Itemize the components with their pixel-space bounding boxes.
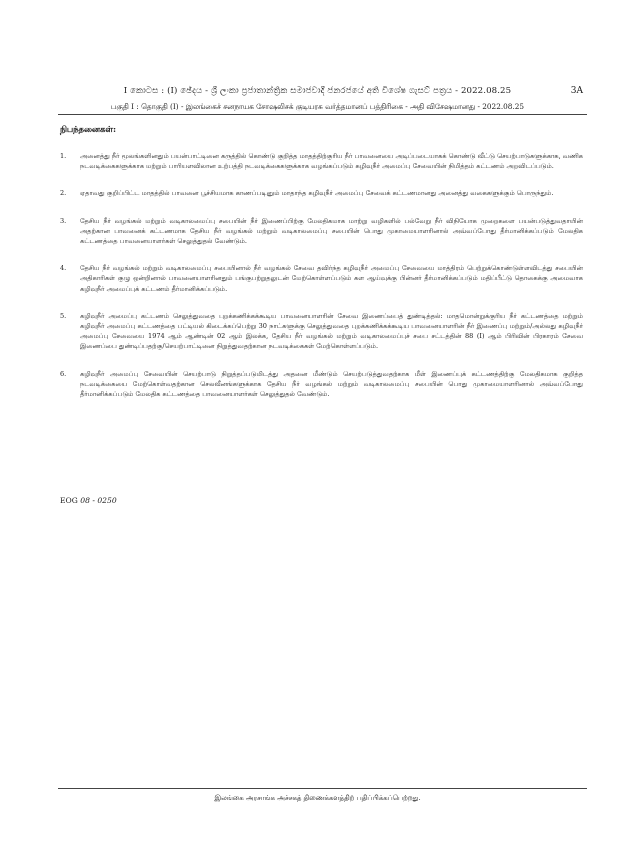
conditions-heading: நிபந்தனைகள்: [60,124,117,134]
condition-item [60,263,583,294]
condition-item [60,216,583,247]
condition-number: 1. [60,152,67,160]
condition-text: கழிவுநீர் அமைப்பு கட்டணம் செலுத்துவதை புறக்கணிக்கக்கூடிய பாவனையாளரின் சேவை இணைப்பைத் துண்டித்தல்: மாதமொன்றுக்குரிய நீர் கட்டணத்தை மற்றும் கழிவுநீர் அமைப்பு கட்டணத்தை பட்டியல் கிடைக்கப்பெற்று 30 நாட்களுக்கு செலுத்துவதை புறக்கணிக்கக்கூடிய பாவனையாளரின் நீர் இணைப்பு மற்றும்/அல்லது கழிவுநீர் அமைப்பு சேவையை 1974 ஆம் ஆண்டின் 02 ஆம் இலக்க, தேசிய நீர் வழங்கல் மற்றும் வடிகாலமைப்புச் சபை சட்டத்தின் 88 (I) ஆம் பிரிவின் பிரகாரம் சேவை இணைப்பை துண்டிப்பதற்கு/செயற்பாட்டினை நிறுத்துவதற்கான நடவடிக்கைகள் மேற்கொள்ளப்படும். [80,311,583,351]
condition-text: ஏதாவது குறிப்பிட்ட மாதத்தில் பாவனை பூச்சியமாக காணப்படினும் மாதாந்த கழிவுநீர் அமைப்பு சேவைக் கட்டணமானது அனைத்து வகைகளுக்கும் பொருந்தும். [80,189,554,198]
condition-text: தேசிய நீர் வழங்கல் மற்றும் வடிகாலமைப்பு சபையின் நீர் இணைப்பிற்கு மேலதிகமாக மாற்று வழிகளில் பல்வேறு நீர் விநியோக முறைகளை பயன்படுத்துவதாயின் அதற்கான பாவனைக் கட்டணமாக தேசிய நீர் வழங்கல் மற்றும் வடிகாலமைப்பு சபையின் பொது முகாமையாளரினால் அவ்வப்போது தீர்மானிக்கப்படும் மேலதிக கட்டணத்தை பாவனையாளர்கள் செலுத்துதல் வேண்டும். [80,216,583,246]
printer-footer: இலங்கை அரசாங்க அச்சகத் திணைக்களத்திற் பதிப்பிக்கப்பெற்றது. [214,794,421,802]
condition-number: 2. [60,189,67,198]
gazette-header-tamil: பகுதி I : தொகுதி (I) - இலங்கைச் சனநாயக சோஷலிசக் குடியரசு வர்த்தமானப் பத்திரிகை - அதி விசேஷமானது - 2022.08.25 [110,102,525,111]
page-number: 3A [570,86,583,96]
condition-number: 5. [60,311,67,320]
condition-number: 6. [60,369,67,378]
reference-number: 08 - 0250 [80,496,117,505]
condition-item [60,151,583,171]
gazette-header-sinhala: I කොටස : (I) ඡේදය - ශ්‍රී ලංකා ප්‍රජාතාන්ත්‍රික සමාජවාදී ජනරජයේ අති විශේෂ ගැසට් පත්‍රය - 2022.08.25 [123,86,512,96]
condition-number: 4. [60,264,67,273]
footer-divider [58,788,587,789]
condition-item [60,369,583,400]
condition-text: கழிவுநீர் அமைப்பு சேவையின் செயற்பாடு நிறுத்தப்படுமிடத்து அதனை மீண்டும் செயற்படுத்துவதற்காக மீள் இணைப்புக் கட்டணத்திற்கு மேலதிகமாக குறித்த நடவடிக்கையை மேற்கொள்வதற்கான செலவீனங்களுக்காக தேசிய நீர் வழங்கல் மற்றும் வடிகாலமைப்பு சபையின் பொது முகாமையாளரினால் அவ்வப்போது தீர்மானிக்கப்படும் மேலதிக கட்டணத்தை பாவனையாளர்கள் செலுத்துதல் வேண்டும். [80,369,583,399]
condition-text: தேசிய நீர் வழங்கல் மற்றும் வடிகாலமைப்பு சபையினால் நீர் வழங்கல் சேவை தவிர்ந்த கழிவுநீர் அமைப்பு சேவையை மாத்திரம் பெற்றுக்கொண்டுள்ளவிடத்து சபையின் அதிகாரிகள் குழு ஒன்றினால் பாவனையாளரினதும் பங்குபற்றுதலுடன் மேற்கொள்ளப்படும் கள ஆய்வுக்கு பின்னர் தீர்மானிக்கப்படும் மதிப்பீட்டு தொகைக்கு அமைவாக கழிவுநீர் அமைப்புக் கட்டணம் தீர்மானிக்கப்படும். [80,264,583,293]
condition-item [60,311,583,352]
header-divider [58,114,587,115]
condition-number: 3. [60,216,67,225]
condition-text: அனைத்து நீர் மூலங்களினதும் பயன்பாட்டினை கருத்தில் கொண்டு குறித்த மாதத்திற்குரிய நீர் பாவனையை அடிப்படையாகக் கொண்டு வீட்டு செயற்பாடுகளுக்காக, வணிக நடவடிக்கைகளுக்காக மற்றும் பாரியளவிலான உற்பத்தி நடவடிக்கைகளுக்காக வழங்கப்படும் கழிவுநீர் அமைப்பு சேவையின் நிமித்தம் கட்டணம் அறவிடப்படும். [80,152,583,171]
conditions-list [60,151,583,399]
reference-code [60,496,117,505]
reference-prefix: EOG [60,496,78,505]
condition-item [60,188,583,198]
